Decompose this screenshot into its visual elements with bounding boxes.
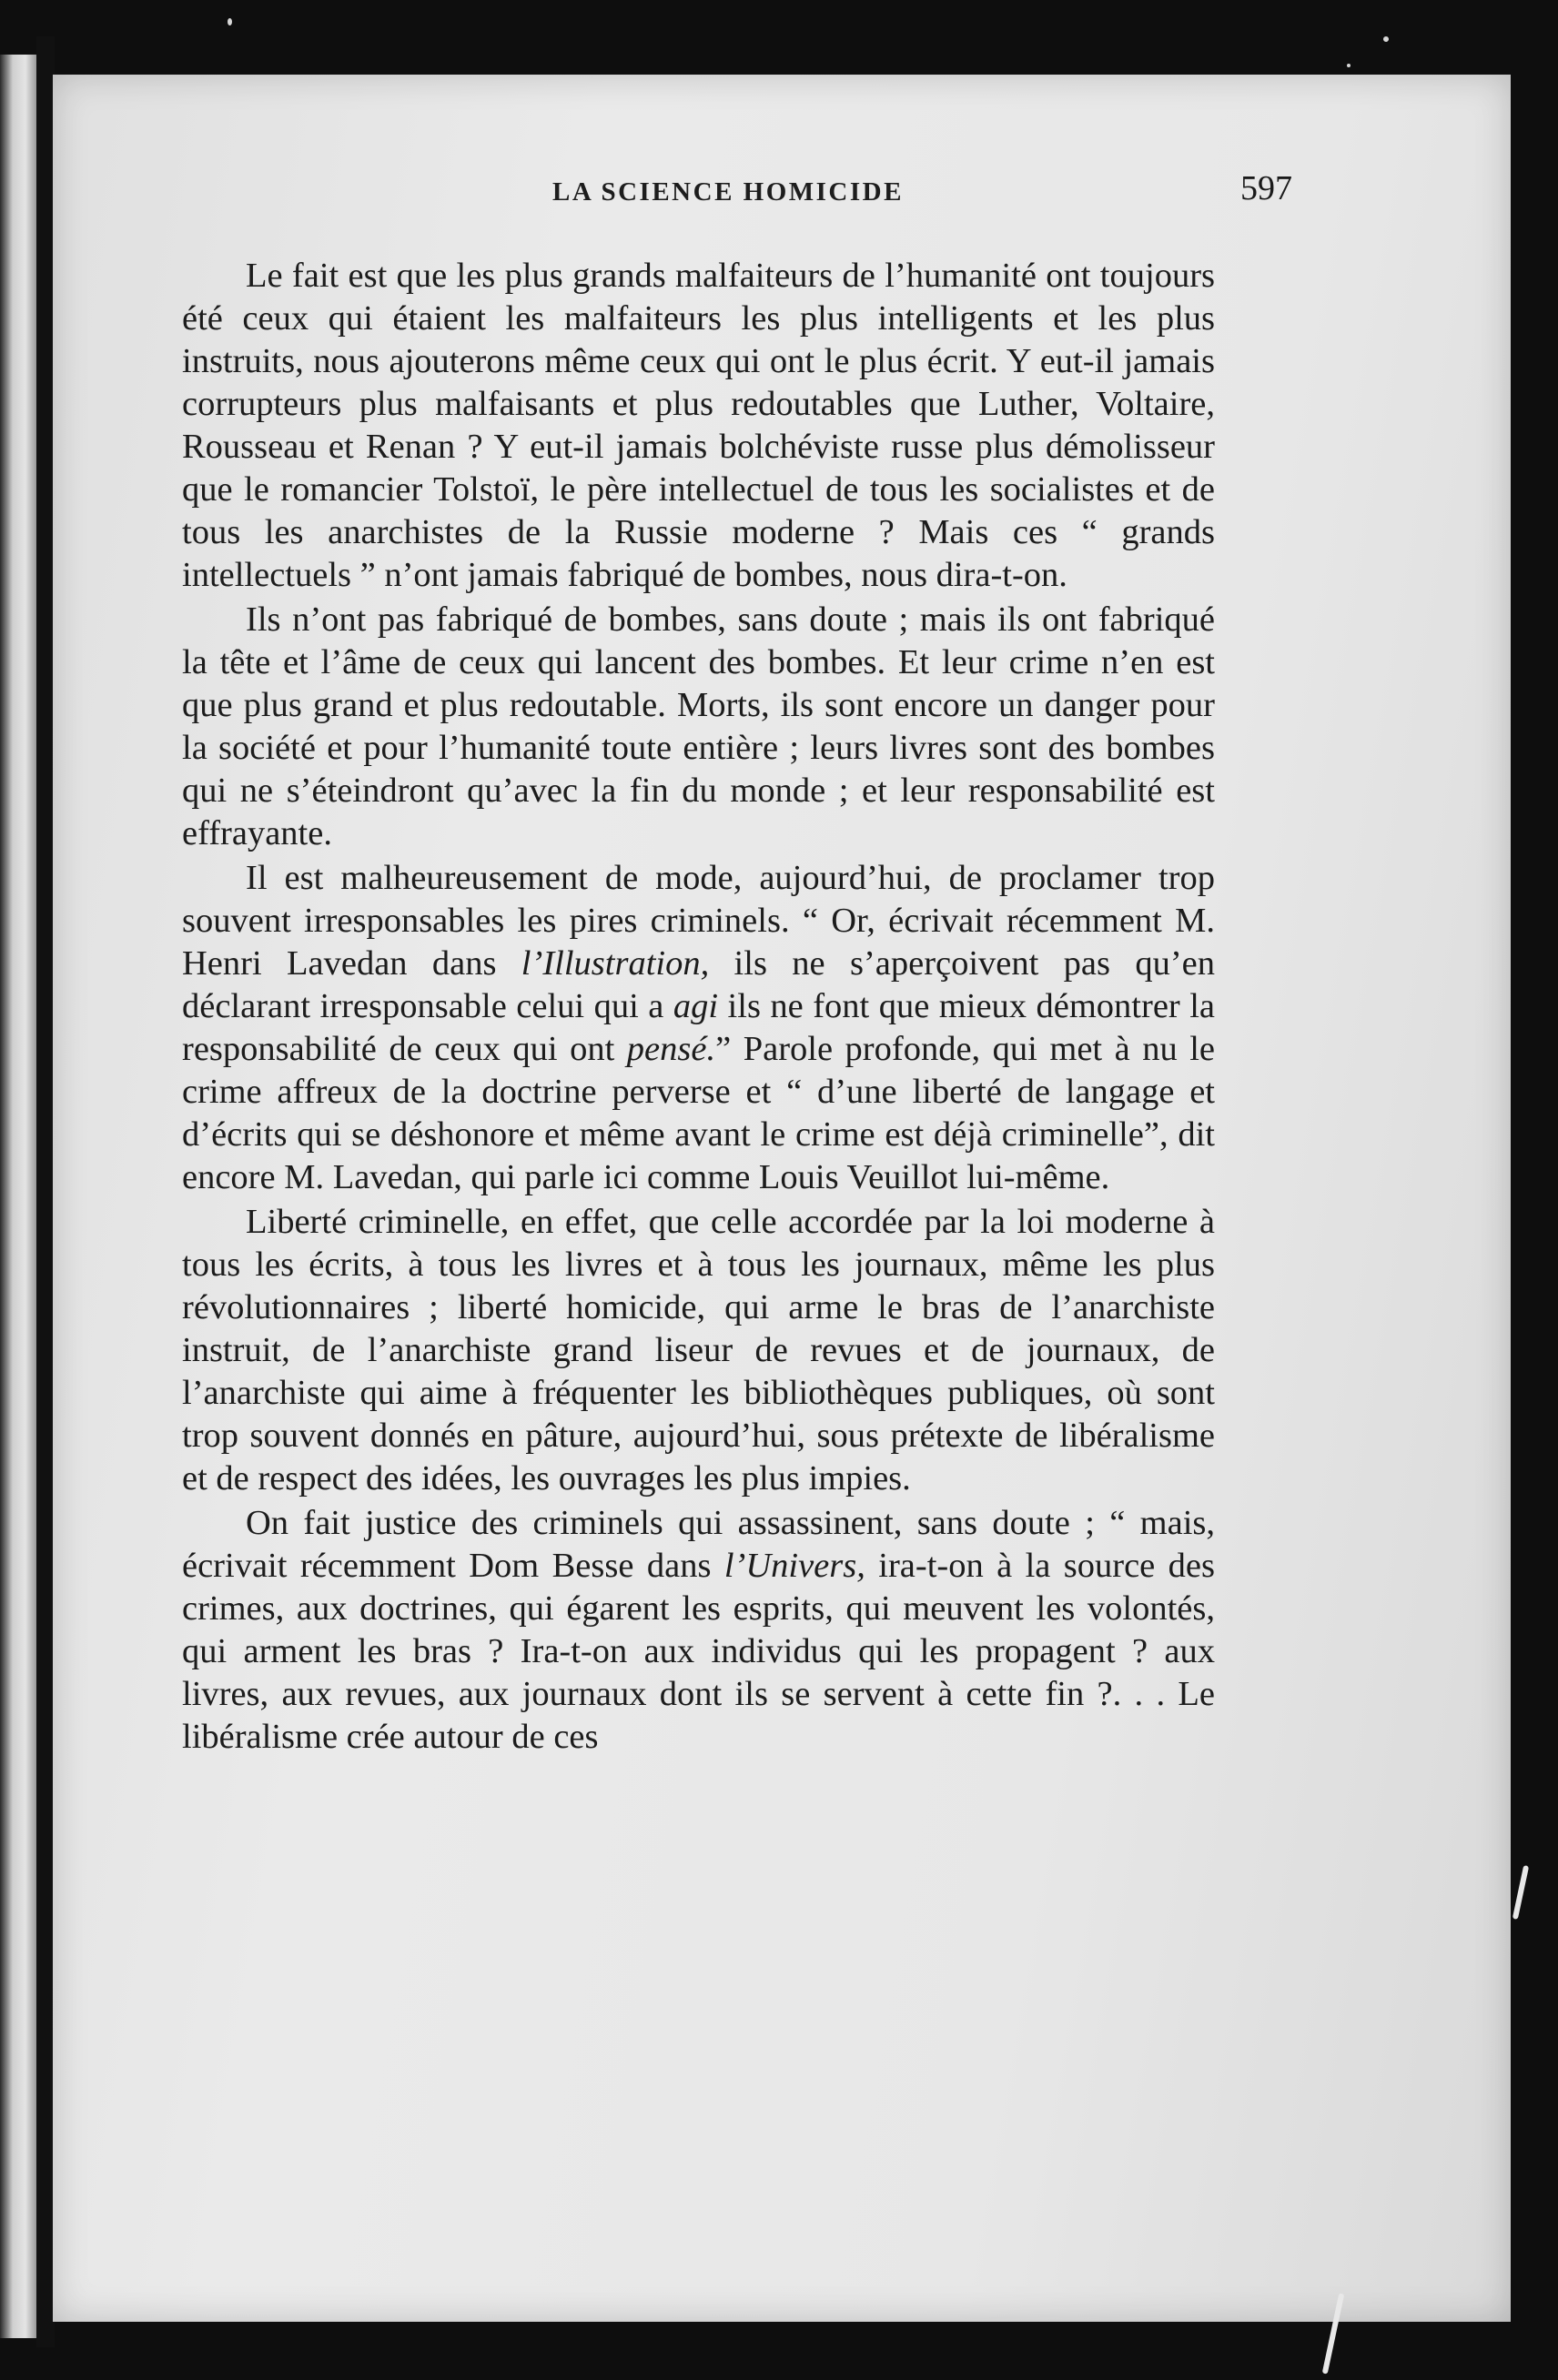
paragraph bbox=[182, 255, 1215, 597]
paragraph-text: On fait justice des criminels qui assassinent, sans doute ; “ mais, écrivait récemment Dom Besse dans bbox=[182, 1504, 1215, 1585]
paragraph bbox=[182, 599, 1215, 855]
paragraph bbox=[182, 1502, 1215, 1759]
paragraph-text: ils ne s’aperçoivent pas qu’en déclarant irresponsable celui qui a bbox=[182, 944, 1215, 1025]
paragraph-text: Ils n’ont pas fabriqué de bombes, sans doute ; mais ils ont fabriqué la tête et l’âme de ceux qui lancent des bombes. Et leur crime n’en est que plus grand et plus redoutable. Morts, ils sont encore un danger pour la société et pour l’humanité toute entière ; leurs livres sont des bombes qui ne s’éteindront qu’avec la fin du monde ; et leur responsabilité est effrayante. bbox=[182, 600, 1215, 852]
film-scratch bbox=[1512, 1865, 1529, 1920]
paragraph-text: ira-t-on à la source des crimes, aux doctrines, qui égarent les esprits, qui meuvent les volontés, qui arment les bras ? Ira-t-on aux individus qui les propagent ? aux livres, aux revues, aux journaux dont ils se servent à cette fin ?. . . Le libéralisme crée autour de ces bbox=[182, 1547, 1215, 1756]
gutter-shadow bbox=[36, 36, 55, 2347]
film-speck bbox=[1347, 64, 1351, 67]
paragraph-text: Il est malheureusement de mode, aujourd’hui, de proclamer trop souvent irresponsables les pires criminels. “ Or, écrivait récemment M. Henri Lavedan dans bbox=[182, 859, 1215, 983]
paragraph-text: ” Parole profonde, qui met à nu le crime affreux de la doctrine perverse et “ d’une liberté de langage et d’écrits qui se déshonore et même avant le crime est déjà criminelle”, dit encore M. Lavedan, qui parle ici comme Louis Veuillot lui-même. bbox=[182, 1030, 1215, 1196]
journal-title-univers: l’Univers, bbox=[723, 1547, 865, 1585]
paragraph-text: ils ne font que mieux démontrer la responsabilité de ceux qui ont bbox=[182, 987, 1215, 1068]
running-head bbox=[182, 169, 1292, 232]
paragraph-text: Liberté criminelle, en effet, que celle accordée par la loi moderne à tous les écrits, à tous les livres et à tous les journaux, même les plus révolutionnaires ; liberté homicide, qui arme le bras de l’anarchiste instruit, de l’anarchiste grand liseur de revues et de journaux, de l’anarchiste qui aime à fréquenter les bibliothèques publiques, où sont trop souvent donnés en pâture, aujourd’hui, sous prétexte de libéralisme et de respect des idées, les ouvrages les plus impies. bbox=[182, 1203, 1215, 1498]
paragraph bbox=[182, 1201, 1215, 1500]
running-title: LA SCIENCE HOMICIDE bbox=[552, 177, 904, 207]
journal-title-illustration: l’Illustration, bbox=[521, 944, 710, 983]
body-text bbox=[182, 255, 1215, 1759]
film-speck bbox=[228, 18, 232, 25]
paragraph-text: Le fait est que les plus grands malfaiteurs de l’humanité ont toujours été ceux qui étaient les malfaiteurs les plus intelligents et les plus instruits, nous ajouterons même ceux qui ont le plus écrit. Y eut-il jamais corrupteurs plus malfaisants et plus redoutables que Luther, Voltaire, Rousseau et Renan ? Y eut-il jamais bolchéviste russe plus démolisseur que le romancier Tolstoï, le père intellectuel de tous les socialistes et de tous les anarchistes de la Russie moderne ? Mais ces “ grands intellectuels ” n’ont jamais fabriqué de bombes, nous dira-t-on. bbox=[182, 257, 1215, 594]
paragraph bbox=[182, 857, 1215, 1199]
adjacent-page-edge bbox=[0, 55, 36, 2338]
page-number: 597 bbox=[1240, 169, 1292, 207]
film-speck bbox=[1383, 36, 1389, 42]
emphasis-pense: pensé. bbox=[626, 1030, 716, 1068]
emphasis-agi: agi bbox=[673, 987, 719, 1025]
